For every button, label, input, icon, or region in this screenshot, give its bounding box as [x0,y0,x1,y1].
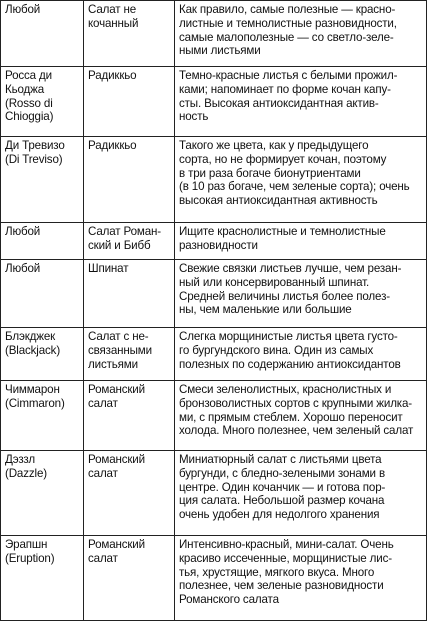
table-row [1,536,427,621]
table-row [1,451,427,536]
table-row [1,223,427,260]
description-cell: Ищите краснолистные и темнолистные разновидности [175,223,427,260]
variety-cell: Любой [1,260,84,328]
table-row [1,67,427,137]
description-cell: Темно-красные листья с белыми прожил- ками; напоминает по форме кочан капу- сты. Высокая антиоксидантная актив- ность [175,67,427,137]
variety-cell: Росса ди Кьоджа (Rosso di Chioggia) [1,67,84,137]
type-cell: Салат Роман- ский и Бибб [84,223,175,260]
table-row [1,381,427,451]
variety-cell: Ди Тревизо (Di Treviso) [1,137,84,223]
variety-cell: Любой [1,1,84,67]
variety-cell: Чиммарон (Cimmaron) [1,381,84,451]
type-cell: Романский салат [84,451,175,536]
variety-cell: Любой [1,223,84,260]
type-cell: Радиккьо [84,67,175,137]
type-cell: Романский салат [84,536,175,621]
table-row [1,328,427,381]
type-cell: Шпинат [84,260,175,328]
type-cell: Салат не кочанный [84,1,175,67]
type-cell: Романский салат [84,381,175,451]
variety-cell: Блэкджек (Blackjack) [1,328,84,381]
description-cell: Слегка морщинистые листья цвета густо- го бургундского вина. Один из самых полезных по содержанию антиоксидантов [175,328,427,381]
type-cell: Радиккьо [84,137,175,223]
variety-cell: Эрапшн (Eruption) [1,536,84,621]
type-cell: Салат с не- связанными листьями [84,328,175,381]
description-cell: Миниатюрный салат с листьями цвета бургунди, с бледно-зелеными зонами в центре. Один кочанчик — и готова пор- ция салата. Небольшой размер кочана очень удобен для недолгого хранения [175,451,427,536]
description-cell: Смеси зеленолистных, краснолистных и бронзоволистных сортов с крупными жилка- ми, с прямым стеблем. Хорошо переносит холода. Много полезнее, чем зеленый салат [175,381,427,451]
description-cell: Как правило, самые полезные — красно- листные и темнолистные разновидности, самые малополезные — со светло-зеле- ными листьями [175,1,427,67]
variety-cell: Дэззл (Dazzle) [1,451,84,536]
description-cell: Свежие связки листьев лучше, чем резан- ный или консервированный шпинат. Средней величины листья более полез- ны, чем маленькие или большие [175,260,427,328]
description-cell: Интенсивно-красный, мини-салат. Очень красиво иссеченные, морщинистые лис- тья, хрустящие, мягкого вкуса. Много полезнее, чем зеленые разновидности Романского салата [175,536,427,621]
description-cell: Такого же цвета, как у предыдущего сорта, но не формирует кочан, поэтому в три раза богаче бионутриентами (в 10 раз богаче, чем зеленые сорта); очень высокая антиоксидантная активность [175,137,427,223]
table-row [1,137,427,223]
table-row [1,260,427,328]
table-row [1,1,427,67]
